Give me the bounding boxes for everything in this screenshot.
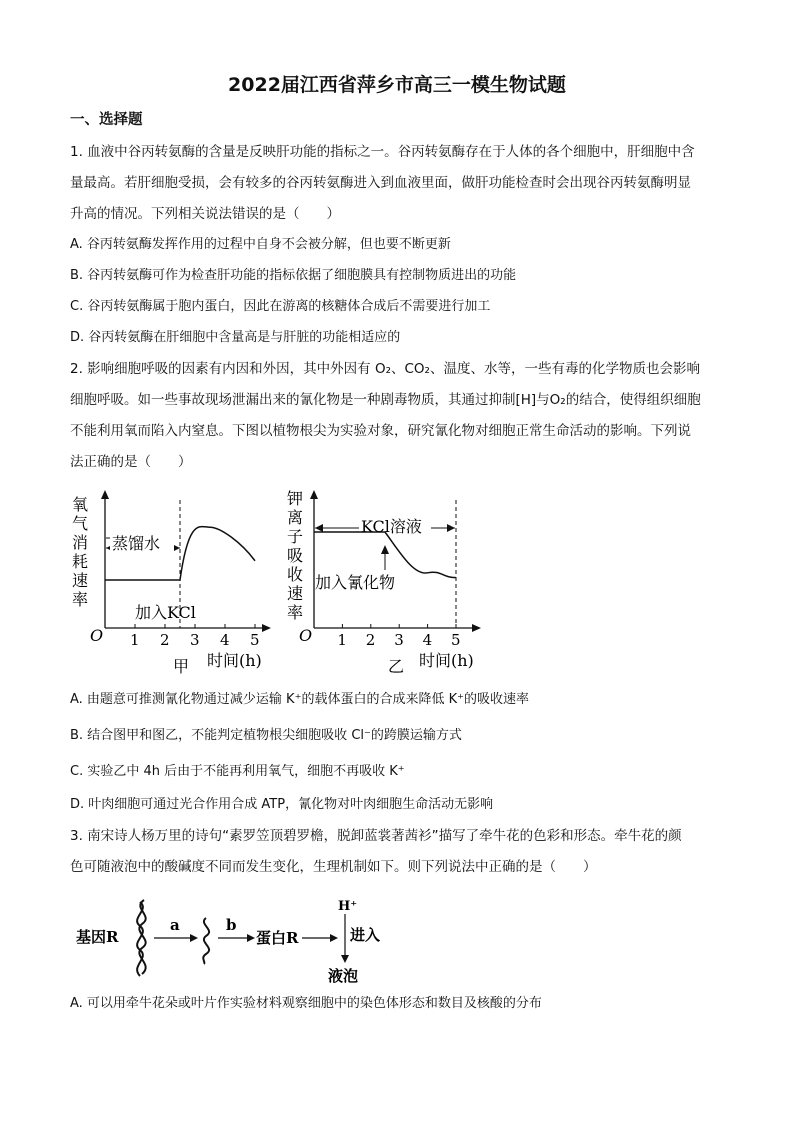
chart-yi-caption: 乙 bbox=[388, 657, 405, 676]
chart-yi-xtick-label: 1 bbox=[337, 631, 347, 649]
chart-jia-xtick-label: 2 bbox=[160, 631, 170, 649]
q2-option-b: B. 结合图甲和图乙，不能判定植物根尖细胞吸收 Cl⁻的跨膜运输方式 bbox=[70, 728, 462, 743]
chart-yi-ylabel-char: 子 bbox=[287, 527, 304, 546]
chart-jia-xtick-label: 3 bbox=[190, 631, 200, 649]
chart-jia-y-arrow bbox=[101, 490, 109, 499]
q2-line2: 细胞呼吸。如一些事故现场泄漏出来的氰化物是一种剧毒物质，其通过抑制[H]与O₂的结合，使得组织细胞 bbox=[70, 392, 701, 408]
q1-option-b: B. 谷丙转氨酶可作为检查肝功能的指标依据了细胞膜具有控制物质进出的功能 bbox=[70, 268, 517, 283]
chart-yi-xtick-label: 3 bbox=[394, 631, 404, 649]
chart-jia bbox=[70, 488, 280, 678]
chart-yi-xlabel: 时间(h) bbox=[419, 651, 474, 670]
chart-yi-xtick-label: 4 bbox=[422, 631, 433, 649]
chart-jia-ylabel-char: 耗 bbox=[72, 552, 89, 571]
chart-yi-origin: O bbox=[299, 626, 313, 645]
chart-yi-ylabel-char: 离 bbox=[287, 508, 304, 527]
diagram-protein-label: 蛋白R bbox=[256, 929, 299, 947]
q3-line2: 色可随液泡中的酸碱度不同而发生变化，生理机制如下。则下列说法中正确的是（ ） bbox=[70, 859, 597, 875]
chart-yi-region-arrow-l bbox=[315, 524, 323, 532]
q1-option-a: A. 谷丙转氨酶发挥作用的过程中自身不会被分解，但也要不断更新 bbox=[70, 237, 451, 252]
chart-yi-region-arrow-r bbox=[447, 524, 455, 532]
chart-jia-ylabel bbox=[72, 495, 88, 609]
chart-yi-ylabel-char: 率 bbox=[287, 603, 304, 622]
diagram-gene-label: 基因R bbox=[76, 928, 119, 946]
chart-jia-xtick-label: 1 bbox=[130, 631, 140, 649]
diagram-label-b: b bbox=[226, 916, 237, 934]
page-title: 2022届江西省萍乡市高三一模生物试题 bbox=[228, 74, 566, 96]
chart-jia-origin: O bbox=[90, 626, 104, 645]
q2-option-a: A. 由题意可推测氰化物通过减少运输 K⁺的载体蛋白的合成来降低 K⁺的吸收速率 bbox=[70, 692, 529, 707]
diagram-label-a: a bbox=[170, 916, 180, 934]
chart-yi-annotation: 加入氰化物 bbox=[315, 573, 396, 592]
arrow-b-head bbox=[247, 934, 255, 942]
diagram-vacuole-label: 液泡 bbox=[328, 967, 359, 985]
chart-yi-xtick-label: 5 bbox=[451, 631, 461, 649]
chart-jia-xlabel: 时间(h) bbox=[207, 651, 262, 670]
chart-jia-xtick-label: 5 bbox=[250, 631, 260, 649]
q1-line2: 量最高。若肝细胞受损，会有较多的谷丙转氨酶进入到血液里面，做肝功能检查时会出现谷丙转氨酶明显 bbox=[70, 175, 691, 191]
chart-yi bbox=[285, 488, 495, 678]
arrow-hplus-head bbox=[341, 955, 349, 963]
q2-line3: 不能利用氧而陷入内窒息。下图以植物根尖为实验对象，研究氰化物对细胞正常生命活动的影响。下列说 bbox=[70, 423, 691, 439]
section-heading: 一、选择题 bbox=[70, 112, 143, 128]
chart-jia-x-arrow bbox=[262, 624, 271, 632]
chart-yi-ylabel-char: 吸 bbox=[287, 546, 304, 565]
q1-line3: 升高的情况。下列相关说法错误的是（ ） bbox=[70, 206, 340, 222]
chart-yi-y-arrow bbox=[310, 490, 318, 499]
chart-jia-ylabel-char: 速 bbox=[72, 571, 89, 590]
diagram-hplus: H⁺ bbox=[338, 899, 358, 914]
chart-jia-ylabel-char: 气 bbox=[72, 514, 89, 533]
chart-jia-caption: 甲 bbox=[173, 657, 190, 676]
chart-jia-annotation: 加入KCl bbox=[135, 603, 196, 622]
diagram-enter-label: 进入 bbox=[350, 926, 381, 944]
chart-yi-ylabel-char: 收 bbox=[287, 565, 304, 584]
q2-option-c: C. 实验乙中 4h 后由于不能再利用氧气，细胞不再吸收 K⁺ bbox=[70, 764, 405, 779]
gene-diagram bbox=[70, 890, 400, 985]
q3-option-a: A. 可以用牵牛花朵或叶片作实验材料观察细胞中的染色体形态和数目及核酸的分布 bbox=[70, 996, 542, 1011]
chart-jia-region-label: 蒸馏水 bbox=[112, 534, 161, 553]
chart-yi-x-arrow bbox=[472, 624, 481, 632]
chart-yi-annotation-arrowhead bbox=[381, 545, 389, 554]
q1-option-d: D. 谷丙转氨酶在肝细胞中含量高是与肝脏的功能相适应的 bbox=[70, 330, 401, 345]
chart-jia-ylabel-char: 消 bbox=[72, 533, 89, 552]
q1-line1: 1. 血液中谷丙转氨酶的含量是反映肝功能的指标之一。谷丙转氨酶存在于人体的各个细胞中，肝细胞中含 bbox=[70, 144, 695, 160]
chart-yi-ylabel-char: 速 bbox=[287, 584, 304, 603]
q2-line4: 法正确的是（ ） bbox=[70, 454, 192, 470]
arrow-a-head bbox=[190, 934, 198, 942]
q1-option-c: C. 谷丙转氨酶属于胞内蛋白，因此在游离的核糖体合成后不需要进行加工 bbox=[70, 299, 491, 314]
q2-line1: 2. 影响细胞呼吸的因素有内因和外因，其中外因有 O₂、CO₂、温度、水等，一些有毒的化学物质也会影响 bbox=[70, 361, 700, 377]
chart-jia-ylabel-char: 率 bbox=[72, 590, 89, 609]
chart-jia-ylabel-char: 氧 bbox=[72, 495, 89, 514]
chart-yi-ylabel-char: 钾 bbox=[287, 489, 304, 508]
q3-line1: 3. 南宋诗人杨万里的诗句“素罗笠顶碧罗檐，脱卸蓝裳著茜衫”描写了牵牛花的色彩和形态。牵牛花的颜 bbox=[70, 828, 682, 844]
mrna-strand-icon bbox=[203, 918, 209, 964]
dna-double-helix-icon bbox=[137, 902, 143, 976]
chart-jia-xtick-label: 4 bbox=[220, 631, 230, 649]
chart-yi-ylabel bbox=[287, 489, 303, 622]
arrow-to-vacuole-head bbox=[330, 934, 338, 942]
q2-option-d: D. 叶肉细胞可通过光合作用合成 ATP，氰化物对叶肉细胞生命活动无影响 bbox=[70, 797, 494, 812]
chart-yi-xtick-label: 2 bbox=[365, 631, 376, 649]
chart-yi-region-label: KCl溶液 bbox=[361, 517, 422, 536]
